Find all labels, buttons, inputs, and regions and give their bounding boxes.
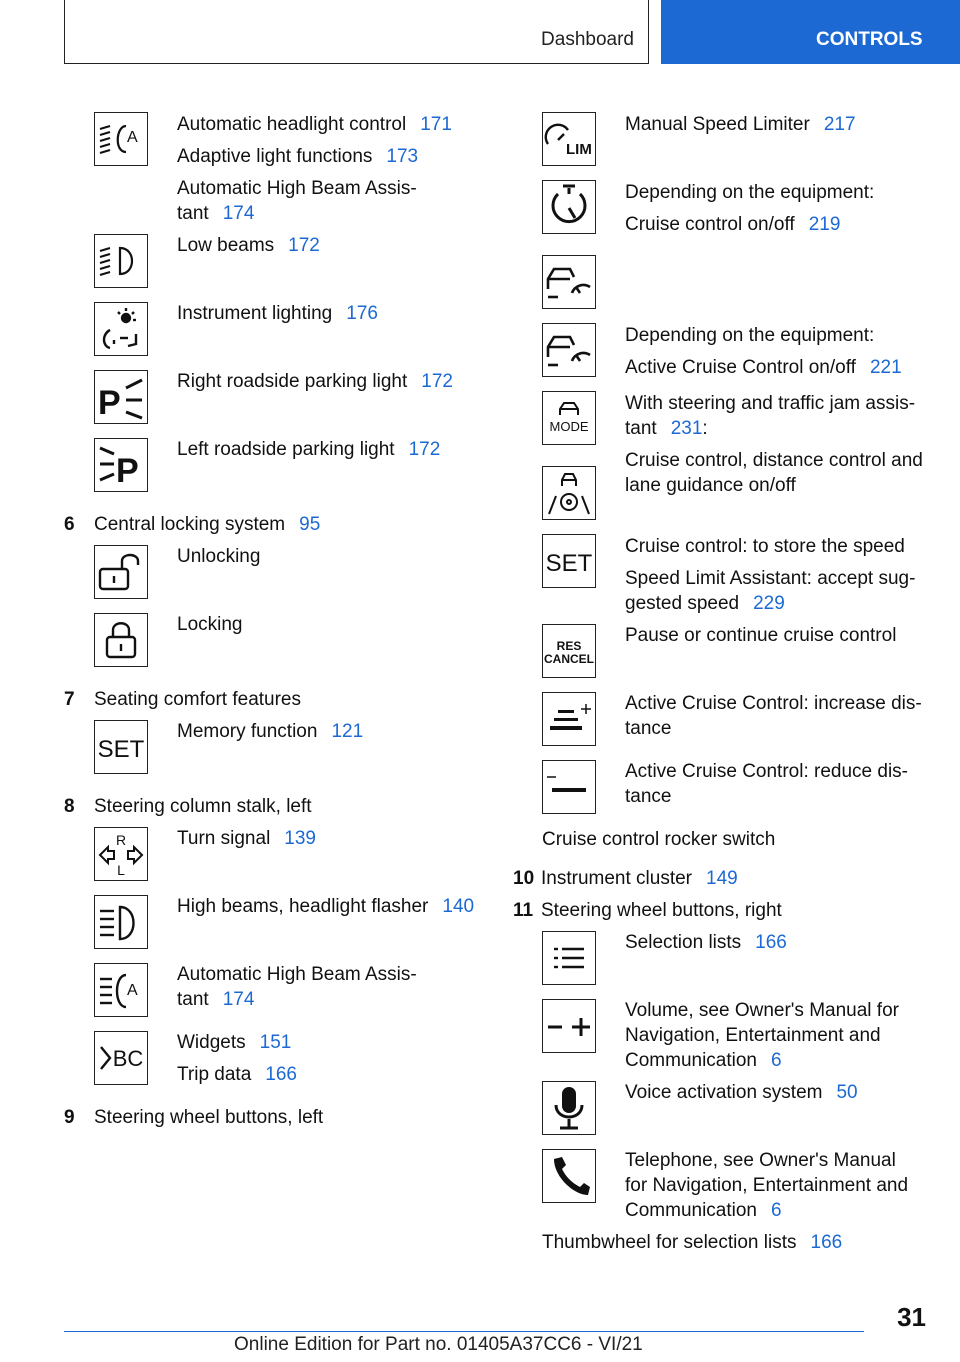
- volume-icon: [542, 999, 596, 1053]
- entry-adaptive-light-functions: Adaptive light functions 173: [177, 146, 419, 167]
- entry-automatic-headlight-control: Automatic headlight control 171: [177, 114, 452, 135]
- active-cruise-icon-a: [542, 255, 596, 309]
- unlock-icon: [94, 545, 148, 599]
- footer-divider: [64, 1331, 864, 1332]
- section-number-7: 7: [64, 689, 75, 710]
- left-parking-light-icon: [94, 438, 148, 492]
- instrument-lighting-icon: [94, 302, 148, 356]
- res-cancel-icon: [542, 624, 596, 678]
- cruise-control-icon: [542, 180, 596, 234]
- set-icon: [94, 720, 148, 774]
- page-number: 31: [897, 1302, 926, 1332]
- svg-text:LIM: LIM: [566, 141, 592, 158]
- section-number-8: 8: [64, 796, 75, 817]
- controls-tab[interactable]: CONTROLS: [661, 0, 960, 64]
- svg-text:A: A: [127, 982, 138, 999]
- section-number-9: 9: [64, 1107, 75, 1128]
- entry-memory-function: Memory function 121: [177, 721, 364, 742]
- low-beams-icon: [94, 234, 148, 288]
- section-number-11: 11: [513, 900, 534, 921]
- right-parking-light-icon: [94, 370, 148, 424]
- section-number-6: 6: [64, 514, 75, 535]
- entry-low-beams: Low beams 172: [177, 235, 320, 256]
- section-title: Dashboard: [541, 29, 634, 50]
- svg-text:R: R: [115, 832, 127, 848]
- entry-right-parking-light: Right roadside parking light 172: [177, 371, 453, 392]
- increase-distance-icon: [542, 692, 596, 746]
- svg-text:BC: BC: [112, 1046, 144, 1071]
- set-speed-icon: [542, 534, 596, 588]
- entry-automatic-high-beam-2: Automatic High Beam Assis- tant 174: [177, 964, 417, 1010]
- svg-text:RES: RES: [556, 639, 582, 653]
- rocker-switch-label: Cruise control rocker switch: [542, 829, 776, 850]
- thumbwheel-entry: Thumbwheel for selection lists 166: [542, 1232, 843, 1253]
- svg-text:CANCEL: CANCEL: [544, 652, 594, 666]
- entry-steering-traffic-jam: With steering and traffic jam assis- tant 231:: [625, 393, 916, 439]
- automatic-headlight-icon: [94, 112, 148, 166]
- svg-text:SET: SET: [545, 550, 593, 577]
- svg-text:MODE: MODE: [549, 419, 589, 434]
- entry-selection-lists: Selection lists 166: [625, 932, 787, 953]
- entry-voice-activation: Voice activation system 50: [625, 1082, 858, 1103]
- entry-active-cruise-on-off: Active Cruise Control on/off 221: [625, 357, 902, 378]
- svg-text:L: L: [117, 862, 125, 878]
- mode-icon: [542, 391, 596, 445]
- entry-telephone: Telephone, see Owner's Manual for Navigation, Entertainment and Communication 6: [625, 1150, 909, 1221]
- svg-text:A: A: [127, 129, 138, 146]
- entry-trip-data: Trip data 166: [177, 1064, 297, 1085]
- svg-text:P: P: [116, 452, 139, 490]
- microphone-icon: [542, 1081, 596, 1135]
- entry-accept-suggested-speed: Speed Limit Assistant: accept sug- gested speed 229: [625, 568, 916, 614]
- entry-reduce-distance: Active Cruise Control: reduce dis- tance: [625, 761, 908, 807]
- section-steering-buttons-right: Steering wheel buttons, right: [541, 900, 782, 921]
- entry-distance-lane-guidance: Cruise control, distance control and lane guidance on/off: [625, 450, 923, 496]
- lock-icon: [94, 613, 148, 667]
- entry-unlocking: Unlocking: [177, 546, 261, 567]
- svg-text:SET: SET: [97, 736, 145, 763]
- section-steering-stalk-left: Steering column stalk, left: [94, 796, 312, 817]
- section-instrument-cluster: Instrument cluster 149: [541, 868, 738, 889]
- section-central-locking: Central locking system 95: [94, 514, 321, 535]
- entry-widgets: Widgets 151: [177, 1032, 292, 1053]
- high-beam-assistant-icon: [94, 963, 148, 1017]
- section-number-10: 10: [513, 868, 535, 889]
- header-box: [64, 0, 649, 64]
- lane-guidance-icon: [542, 466, 596, 520]
- entry-equipment-note-1: Depending on the equipment:: [625, 182, 875, 203]
- svg-text:P: P: [98, 384, 121, 422]
- entry-locking: Locking: [177, 614, 243, 635]
- entry-store-speed: Cruise control: to store the speed: [625, 536, 905, 557]
- turn-signal-icon: [94, 827, 148, 881]
- bc-icon: [94, 1031, 148, 1085]
- reduce-distance-icon: [542, 760, 596, 814]
- entry-equipment-note-2: Depending on the equipment:: [625, 325, 875, 346]
- high-beams-icon: [94, 895, 148, 949]
- active-cruise-icon-b: [542, 323, 596, 377]
- entry-automatic-high-beam-1: Automatic High Beam Assis- tant 174: [177, 178, 417, 224]
- entry-high-beams: High beams, headlight flasher 140: [177, 896, 475, 917]
- entry-cruise-control-on-off: Cruise control on/off 219: [625, 214, 841, 235]
- entry-left-parking-light: Left roadside parking light 172: [177, 439, 441, 460]
- section-seating-comfort: Seating comfort features: [94, 689, 301, 710]
- entry-manual-speed-limiter: Manual Speed Limiter 217: [625, 114, 856, 135]
- footer-text: Online Edition for Part no. 01405A37CC6 - VI/21: [234, 1334, 643, 1355]
- speed-limiter-icon: [542, 112, 596, 166]
- entry-volume: Volume, see Owner's Manual for Navigation, Entertainment and Communication 6: [625, 1000, 899, 1071]
- section-steering-buttons-left: Steering wheel buttons, left: [94, 1107, 324, 1128]
- telephone-icon: [542, 1149, 596, 1203]
- entry-pause-continue: Pause or continue cruise control: [625, 625, 897, 646]
- entry-turn-signal: Turn signal 139: [177, 828, 316, 849]
- entry-instrument-lighting: Instrument lighting 176: [177, 303, 378, 324]
- entry-increase-distance: Active Cruise Control: increase dis- tance: [625, 693, 922, 739]
- list-icon: [542, 931, 596, 985]
